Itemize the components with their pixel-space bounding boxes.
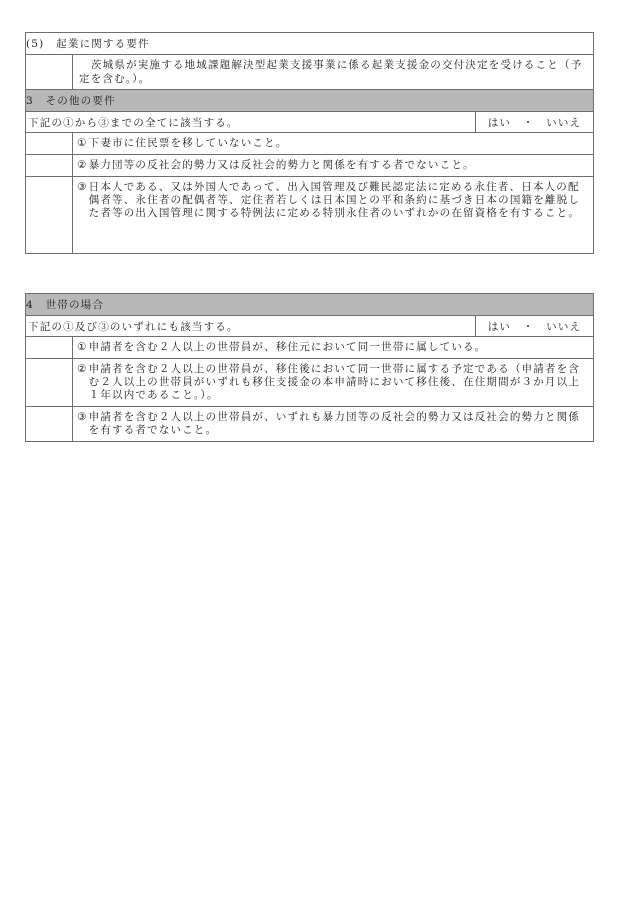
section5-heading-row xyxy=(26,33,594,55)
item-text: 申請者を含む２人以上の世帯員が、移住元において同一世帯に属している。 xyxy=(88,341,487,353)
section5-requirement-row xyxy=(26,55,594,90)
section4-item2-check-cell[interactable] xyxy=(26,359,73,407)
section4-item-3 xyxy=(73,407,593,441)
section3-item3-check-cell[interactable] xyxy=(26,177,73,254)
section4-answer[interactable]: はい ・ いいえ xyxy=(475,316,593,337)
item-marker: ① xyxy=(77,341,88,353)
section5-requirement: 茨城県が実施する地域課題解決型起業支援事業に係る起業支援金の交付決定を受けること（予定を含む。）。 xyxy=(79,59,583,85)
requirements-table-1 xyxy=(25,32,594,254)
section5-check-cell[interactable] xyxy=(26,55,73,90)
section4-condition: 下記の①及び③のいずれにも該当する。 xyxy=(26,316,476,337)
section3-heading-row xyxy=(26,90,594,112)
section3-item-2 xyxy=(73,155,593,176)
section4-item1-check-cell[interactable] xyxy=(26,337,73,359)
item-marker: ② xyxy=(77,363,88,375)
section4-item-row xyxy=(26,337,594,359)
section4-item-row xyxy=(26,359,594,407)
requirements-table-2 xyxy=(25,293,594,442)
section3-item-3 xyxy=(73,177,593,224)
section4-condition-row xyxy=(26,316,594,337)
item-text: 申請者を含む２人以上の世帯員が、いずれも暴力団等の反社会的勢力又は反社会的勢力と関係を有する者でないこと。 xyxy=(88,411,581,436)
item-text: 暴力団等の反社会的勢力又は反社会的勢力と関係を有する者でないこと。 xyxy=(88,159,475,171)
item-text: 下妻市に住民票を移していないこと。 xyxy=(88,137,288,149)
section4-heading: 4 世帯の場合 xyxy=(26,294,594,316)
section3-condition-row xyxy=(26,112,594,133)
section3-item-row xyxy=(26,177,594,254)
section4-item-1 xyxy=(73,337,593,358)
section4-item-row xyxy=(26,407,594,442)
section5-heading: (5) 起業に関する要件 xyxy=(26,33,594,55)
item-marker: ③ xyxy=(77,181,88,193)
section3-item-1 xyxy=(73,133,593,154)
item-text: 申請者を含む２人以上の世帯員が、移住後において同一世帯に属する予定である（申請者を含む２人以上の世帯員がいずれも移住支援金の本申請時において移住後、在住期間が３か月以上１年以内であること。）。 xyxy=(88,363,581,401)
section4-item3-check-cell[interactable] xyxy=(26,407,73,442)
section3-item1-check-cell[interactable] xyxy=(26,133,73,155)
section3-condition: 下記の①から③までの全てに該当する。 xyxy=(26,112,476,133)
section3-item-row xyxy=(26,155,594,177)
section4-heading-row xyxy=(26,294,594,316)
item-marker: ③ xyxy=(77,411,88,423)
section4-item-2 xyxy=(73,359,593,406)
item-text: 日本人である、又は外国人であって、出入国管理及び難民認定法に定める永住者、日本人の配偶者等、永住者の配偶者等、定住者若しくは日本国との平和条約に基づき日本の国籍を離脱した者等の出入国管理に関する特例法に定める特別永住者のいずれかの在留資格を有すること。 xyxy=(88,181,581,219)
section3-heading: 3 その他の要件 xyxy=(26,90,594,112)
section3-item2-check-cell[interactable] xyxy=(26,155,73,177)
item-marker: ② xyxy=(77,159,88,171)
item-marker: ① xyxy=(77,137,88,149)
section3-item-row xyxy=(26,133,594,155)
section3-answer[interactable]: はい ・ いいえ xyxy=(476,112,594,133)
